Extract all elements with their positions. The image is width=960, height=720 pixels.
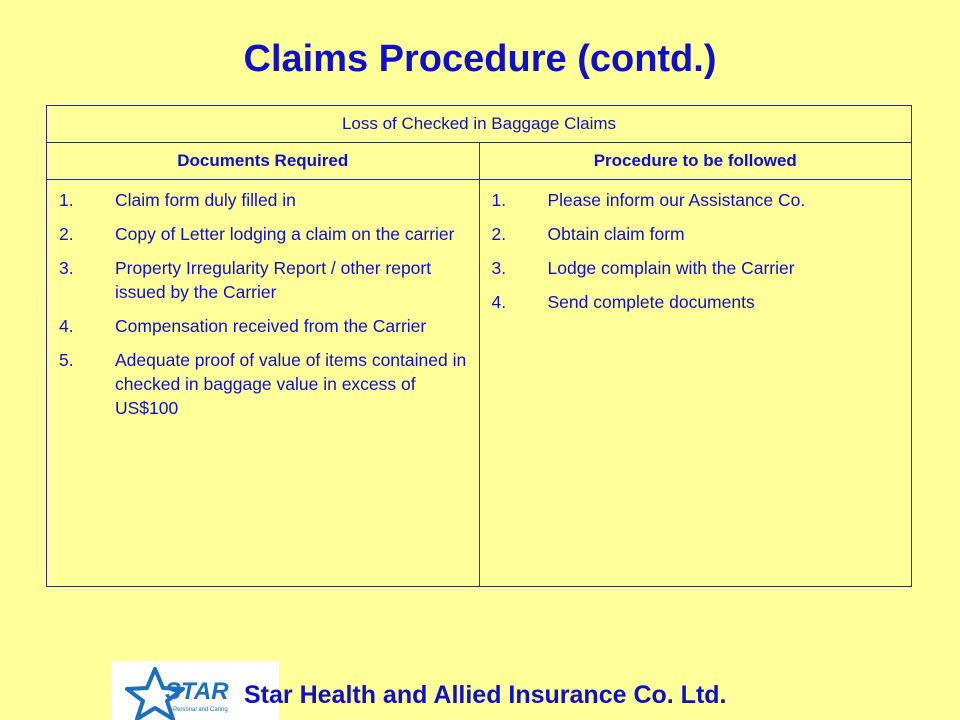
item-number: 5. [59, 350, 74, 370]
list-item [492, 256, 900, 280]
list-item [59, 188, 467, 212]
item-text: Compensation received from the Carrier [115, 316, 427, 336]
list-item [59, 348, 467, 420]
list-item [59, 314, 467, 338]
list-item [492, 222, 900, 246]
company-name: Star Health and Allied Insurance Co. Ltd. [244, 681, 727, 709]
documents-list [47, 180, 479, 420]
baggage-claims-table [46, 105, 912, 587]
list-item [59, 256, 467, 304]
item-text: Copy of Letter lodging a claim on the carrier [115, 224, 455, 244]
svg-text:STAR: STAR [165, 678, 229, 705]
svg-text:Personal and Caring: Personal and Caring [173, 707, 228, 713]
item-text: Please inform our Assistance Co. [547, 190, 806, 210]
list-item [492, 188, 900, 212]
list-item [59, 222, 467, 246]
item-number: 1. [491, 190, 507, 210]
documents-cell [47, 180, 480, 587]
item-number: 3. [59, 258, 74, 278]
header-documents-required: Documents Required [47, 143, 480, 180]
item-text: Obtain claim form [547, 224, 685, 244]
item-text: Property Irregularity Report / other report issued by the Carrier [115, 258, 432, 302]
table-caption: Loss of Checked in Baggage Claims [47, 106, 912, 143]
item-number: 4. [59, 316, 74, 336]
item-text: Send complete documents [547, 292, 755, 312]
item-text: Lodge complain with the Carrier [547, 258, 795, 278]
list-item [492, 290, 900, 314]
slide-title: Claims Procedure (contd.) [243, 38, 717, 80]
procedure-list [480, 180, 912, 314]
item-number: 4. [491, 292, 507, 312]
procedure-cell [479, 180, 912, 587]
item-number: 2. [59, 224, 74, 244]
item-number: 2. [491, 224, 507, 244]
item-number: 3. [491, 258, 507, 278]
item-text: Claim form duly filled in [115, 190, 296, 210]
item-number: 1. [59, 190, 74, 210]
item-text: Adequate proof of value of items contained in checked in baggage value in excess of US$100 [115, 350, 467, 418]
header-procedure: Procedure to be followed [479, 143, 912, 180]
